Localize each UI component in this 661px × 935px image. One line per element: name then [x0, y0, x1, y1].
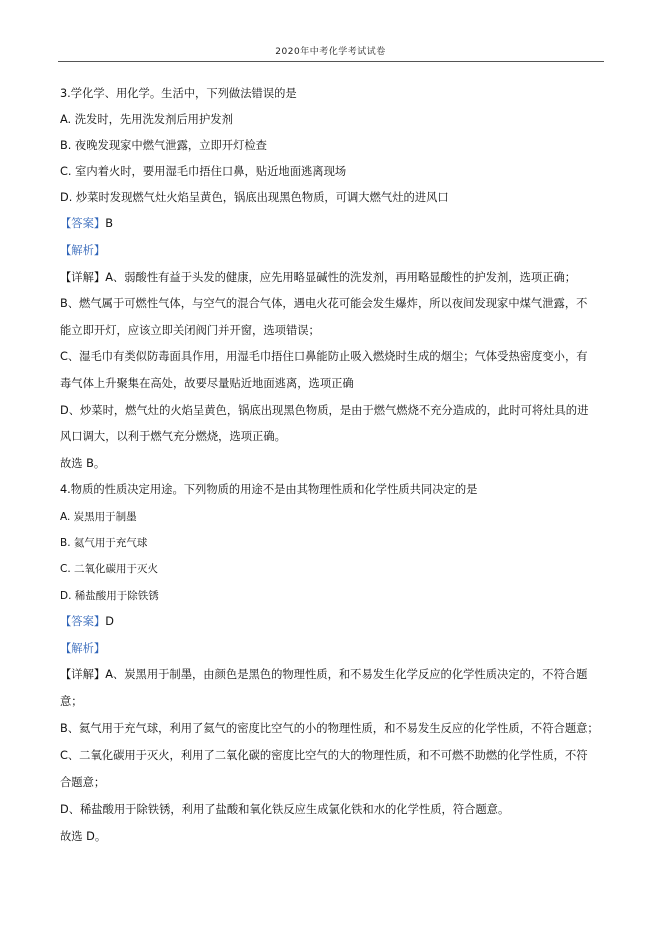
q4-detail-line-4: C、二氧化碳用于灭火，利用了二氧化碳的密度比空气的大的物理性质，和不可燃不助燃的化学性质，不符 [60, 749, 588, 762]
header-rule [58, 61, 604, 62]
q3-stem: 3.学化学、用化学。生活中，下列做法错误的是 [60, 87, 297, 100]
q4-detail-text-1: A、炭黑用于制墨，由颜色是黑色的物理性质，和不易发生化学反应的化学性质决定的，不符合题 [105, 668, 588, 681]
q3-answer [60, 217, 113, 231]
q4-answer-tag: 【答案】 [60, 615, 106, 628]
q4-option-a: A. 炭黑用于制墨 [60, 511, 137, 523]
q3-option-a: A. 洗发时，先用洗发剂后用护发剂 [60, 113, 233, 126]
q3-detail-text-1: A、弱酸性有益于头发的健康，应先用略显碱性的洗发剂，再用略显酸性的护发剂，选项正确； [105, 271, 577, 284]
q3-option-d: D. 炒菜时发现燃气灶火焰呈黄色，锅底出现黑色物质，可调大燃气灶的进风口 [60, 191, 449, 204]
q3-detail-line-1 [60, 271, 576, 285]
q4-stem: 4.物质的性质决定用途。下列物质的用途不是由其物理性质和化学性质共同决定的是 [60, 483, 478, 496]
q4-conclusion: 故选 D。 [60, 830, 107, 843]
q3-detail-line-3: 能立即开灯，应该立即关闭阀门并开窗，选项错误； [60, 324, 320, 337]
q3-detail-line-6: D、炒菜时，燃气灶的火焰呈黄色，锅底出现黑色物质，是由于燃气燃烧不充分造成的，此时可将灶具的进 [60, 404, 589, 417]
q3-detail-line-7: 风口调大，以利于燃气充分燃烧，选项正确。 [60, 430, 286, 443]
q4-detail-line-1 [60, 668, 587, 682]
q3-answer-tag: 【答案】 [60, 217, 106, 230]
q4-detail-line-2: 意； [60, 695, 83, 708]
q3-detail-tag: 【详解】 [60, 271, 106, 284]
q4-detail-line-5: 合题意； [60, 776, 106, 789]
q4-detail-tag: 【详解】 [60, 668, 106, 681]
q3-detail-line-4: C、湿毛巾有类似防毒面具作用，用湿毛巾捂住口鼻能防止吸入燃烧时生成的烟尘；气体受热密度变小，有 [60, 350, 588, 363]
q4-answer [60, 615, 114, 629]
q4-option-b: B. 氦气用于充气球 [60, 537, 148, 549]
q4-answer-value: D [105, 615, 114, 628]
page-header: 2020年中考化学考试试卷 [275, 47, 386, 57]
q3-option-b: B. 夜晚发现家中燃气泄露，立即开灯检查 [60, 139, 267, 152]
q3-conclusion: 故选 B。 [60, 457, 106, 470]
q4-analysis-tag: 【解析】 [60, 642, 106, 655]
q3-detail-line-2: B、燃气属于可燃性气体，与空气的混合气体，遇电火花可能会发生爆炸，所以夜间发现家中煤气泄露，不 [60, 297, 588, 310]
q4-option-c: C. 二氧化碳用于灭火 [60, 563, 159, 575]
q4-detail-line-3: B、氦气用于充气球，利用了氦气的密度比空气的小的物理性质，和不易发生反应的化学性质，不符合题意； [60, 722, 599, 735]
q3-analysis-tag: 【解析】 [60, 244, 106, 257]
q4-detail-line-6: D、稀盐酸用于除铁锈，利用了盐酸和氧化铁反应生成氯化铁和水的化学性质，符合题意。 [60, 803, 510, 816]
q3-detail-line-5: 毒气体上升聚集在高处，故要尽量贴近地面逃离，选项正确 [60, 377, 354, 390]
q3-answer-value: B [105, 217, 113, 230]
q3-option-c: C. 室内着火时，要用湿毛巾捂住口鼻，贴近地面逃离现场 [60, 165, 347, 178]
q4-option-d: D. 稀盐酸用于除铁锈 [60, 590, 159, 602]
